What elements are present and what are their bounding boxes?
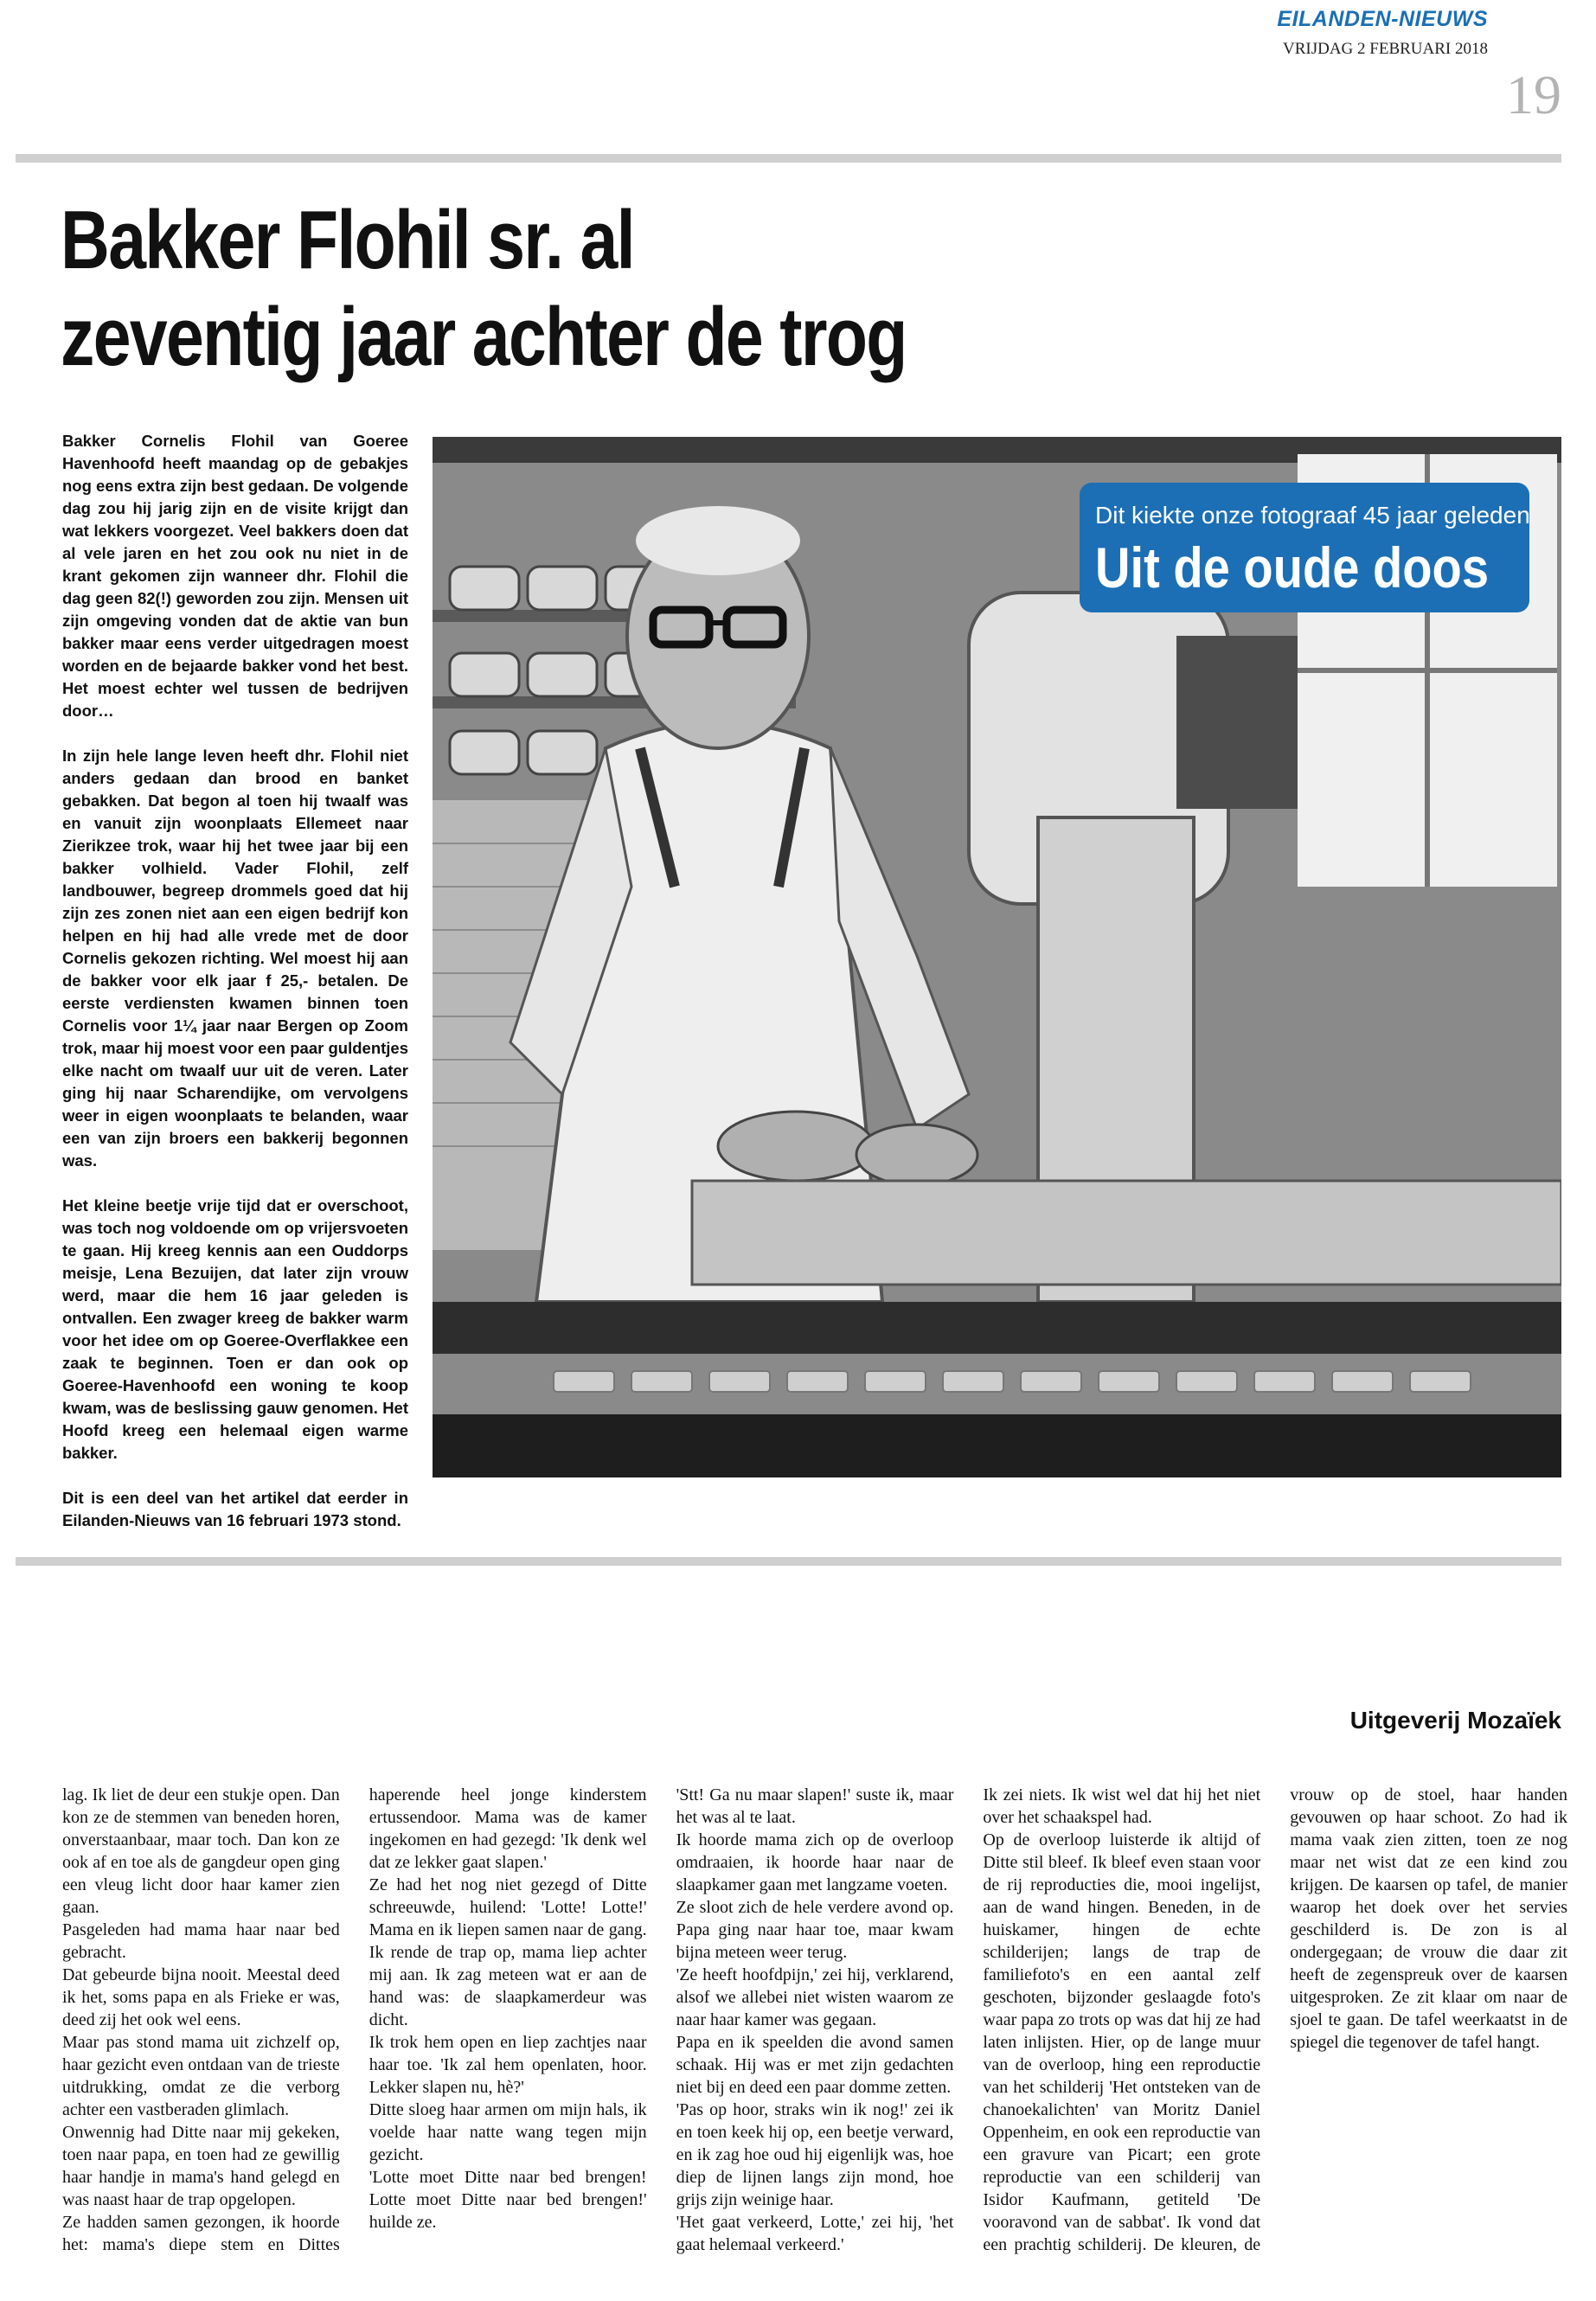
article-body <box>62 430 408 1554</box>
story-paragraph: Onwennig had Ditte naar mij gekeken, toen naar papa, en toen had ze gewillig haar handje in mama's hand gelegd en was naast haar de trap opgelopen. <box>62 2123 340 2209</box>
story-paragraph: Ik zei niets. Ik wist wel dat hij het niet over het schaakspel had. <box>983 1785 1261 1827</box>
article-paragraph: Bakker Cornelis Flohil van Goeree Havenhoofd heeft maandag op de gebakjes nog eens extra zijn best gedaan. De volgende dag zou hij jarig zijn en de visite krijgt dan wat lekkers voorgezet. Veel bakkers doen dat al vele jaren en het zou ook nu niet in de krant gekomen zijn wanneer dhr. Flohil die dag geen 82(!) geworden zou zijn. Mensen uit zijn omgeving vonden dat de aktie van bun bakker maar eens verder uitgedragen moest worden en de bejaarde bakker vond het best. Het moest echter wel tussen de bedrijven door… <box>62 432 408 720</box>
story-paragraph: Maar pas stond mama uit zichzelf op, haar gezicht even ontdaan van de trieste uitdrukking, omdat ze die verborg achter een vastberaden glimlach. <box>62 2033 340 2119</box>
publisher-name: Uitgeverij Mozaïek <box>1349 1707 1561 1734</box>
story-paragraph: Pasgeleden had mama haar naar bed gebracht. <box>62 1920 340 1962</box>
photo-label: Uit de oude doos <box>1095 535 1490 599</box>
story-paragraph: Papa en ik speelden die avond samen schaak. Hij was er met zijn gedachten niet bij en deed een paar domme zetten. <box>676 2033 954 2097</box>
story-paragraph: Ik trok hem open en liep zachtjes naar haar toe. 'Ik zal hem openlaten, hoor. Lekker slapen nu, hè?' <box>369 2033 647 2097</box>
story-paragraph: 'Het gaat verkeerd, Lotte,' zei hij, 'het gaat helemaal verkeerd.' <box>676 2213 954 2254</box>
story-paragraph: Dat gebeurde bijna nooit. Meestal deed ik het, soms papa en als Frieke er was, deed zij het ook wel eens. <box>62 1965 340 2029</box>
article-paragraph: Dit is een deel van het artikel dat eerder in Eilanden-Nieuws van 16 februari 1973 stond. <box>62 1489 408 1529</box>
story-paragraph: 'Stt! Ga nu maar slapen!' suste ik, maar het was al te laat. <box>676 1785 954 1827</box>
story-paragraph: 'Lotte moet Ditte naar bed brengen! Lotte moet Ditte naar bed brengen!' huilde ze. <box>369 2168 647 2232</box>
story-paragraph: Ze hadden samen gezongen, ik hoorde het: mama's diepe stem en Dittes haperende heel jonge kinderstem ertussendoor. Mama was de kamer ingekomen en had gezegd: 'Ik denk wel dat ze lekker gaat slapen.' <box>62 1785 647 2254</box>
section-divider <box>16 1557 1561 1566</box>
story-paragraph: Op de overloop luisterde ik altijd of Ditte stil bleef. Ik bleef even staan voor de rij reproducties die, mooi ingelijst, aan de wand hingen. Beneden, in de huiskamer, hingen de echte schilderijen; langs de trap de familiefoto's en een aantal zelf geschoten, bijzonder geslaagde foto's waar papa zo trots op was dat hij ze had laten inlijsten. Hier, op de lange muur van de overloop, hing een reproductie van het schilderij 'Het ontsteken van de chanoekalichten' van Moritz Daniel Oppenheim, en ook een reproductie van een gravure van Picart; een grote reproductie van een schilderij van Isidor Kaufmann, getiteld 'De vooravond van de sabbat'. Ik vond dat een prachtig schilderij. De kleuren, de vrouw op de stoel, haar handen gevouwen op haar schoot. Zo had ik mama vaak zien zitten, toen ze nog maar net wist dat ze een kind zou krijgen. De kaarsen op tafel, de manier waarop het doek over het servies geschilderd is. De zon is al ondergegaan; de vrouw die daar zit heeft de zegenspreuk over de kaarsen uitgesproken. Ze zit klaar om naar de sjoel te gaan. De tafel weerkaatst in de spiegel die tegenover de tafel hangt. <box>983 1785 1567 2254</box>
story-paragraph: 'Pas op hoor, straks win ik nog!' zei ik en toen keek hij op, een beetje verward, en ik zag hoe oud hij eigenlijk was, hoe diep de lijnen langs zijn mond, hoe grijs zijn weinige haar. <box>676 2100 954 2209</box>
page-number: 19 <box>1506 64 1561 125</box>
photo-caption-box <box>1080 483 1529 612</box>
headline-line-1: Bakker Flohil sr. al <box>61 194 634 286</box>
article-headline <box>61 192 1054 386</box>
article-paragraph: In zijn hele lange leven heeft dhr. Flohil niet anders gedaan dan brood en banket gebakken. Dat begon al toen hij twaalf was en vanuit zijn woonplaats Ellemeet naar Zierikzee trok, waar hij het twee jaar bij een bakker volhield. Vader Flohil, zelf landbouwer, begreep drommels goed dat hij zijn zes zonen niet aan een eigen bedrijf kon helpen en hij had alle vrede met de door Cornelis gekozen richting. Wel moest hij aan de bakker voor elk jaar f 25,- betalen. De eerste verdiensten kwamen binnen toen Cornelis voor 1¼ jaar naar Bergen op Zoom trok, maar hij moest voor een paar guldentjes elke nacht om twaalf uur uit de veren. Later ging hij naar Scharendijke, om vervolgens weer in eigen woonplaats te belanden, waar een van zijn broers een bakkerij begonnen was. <box>62 747 408 1170</box>
story-paragraph: Ik hoorde mama zich op de overloop omdraaien, ik hoorde haar naar de slaapkamer gaan met langzame voeten. <box>676 1830 954 1894</box>
paper-name: EILANDEN-NIEUWS <box>1277 7 1488 31</box>
story-paragraph: Ze had het nog niet gezegd of Ditte schreeuwde, huilend: 'Lotte! Lotte!' Mama en ik liepen samen naar de gang. Ik rende de trap op, mama liep achter mij aan. Ik zag meteen wat er aan de hand was: de slaapkamerdeur was dicht. <box>369 1875 647 2029</box>
story-paragraph: Ditte sloeg haar armen om mijn hals, ik voelde haar natte wang tegen mijn gezicht. <box>369 2100 647 2164</box>
issue-date: VRIJDAG 2 FEBRUARI 2018 <box>1283 40 1488 58</box>
top-divider <box>16 154 1561 163</box>
story-paragraph: Ze sloot zich de hele verdere avond op. Papa ging naar haar toe, maar kwam bijna meteen weer terug. <box>676 1898 954 1962</box>
headline-line-2: zeventig jaar achter de trog <box>61 291 907 383</box>
story-paragraph: 'Ze heeft hoofdpijn,' zei hij, verklarend, alsof we allebei niet wisten waarom ze naar haar kamer was gegaan. <box>676 1965 954 2029</box>
photo-kicker: Dit kiekte onze fotograaf 45 jaar geleden <box>1095 502 1530 529</box>
article-paragraph: Het kleine beetje vrije tijd dat er overschoot, was toch nog voldoende om op vrijersvoeten te gaan. Hij kreeg kennis aan een Ouddorps meisje, Lena Bezuijen, dat later zijn vrouw werd, maar die hem 16 jaar geleden is ontvallen. Een zwager kreeg de bakker warm voor het idee om op Goeree-Overflakkee een zaak te beginnen. Toen er dan ook op Goeree-Havenhoofd een woning te koop kwam, was de beslissing gauw genomen. Het Hoofd kreeg een helemaal eigen warme bakker. <box>62 1196 408 1462</box>
serial-story <box>62 1784 1567 2268</box>
story-paragraph: lag. Ik liet de deur een stukje open. Dan kon ze de stemmen van beneden horen, onverstaanbaar, maar toch. Dan kon ze ook af en toe als de gangdeur open ging een vleug licht door haar kamer zien gaan. <box>62 1785 340 1917</box>
